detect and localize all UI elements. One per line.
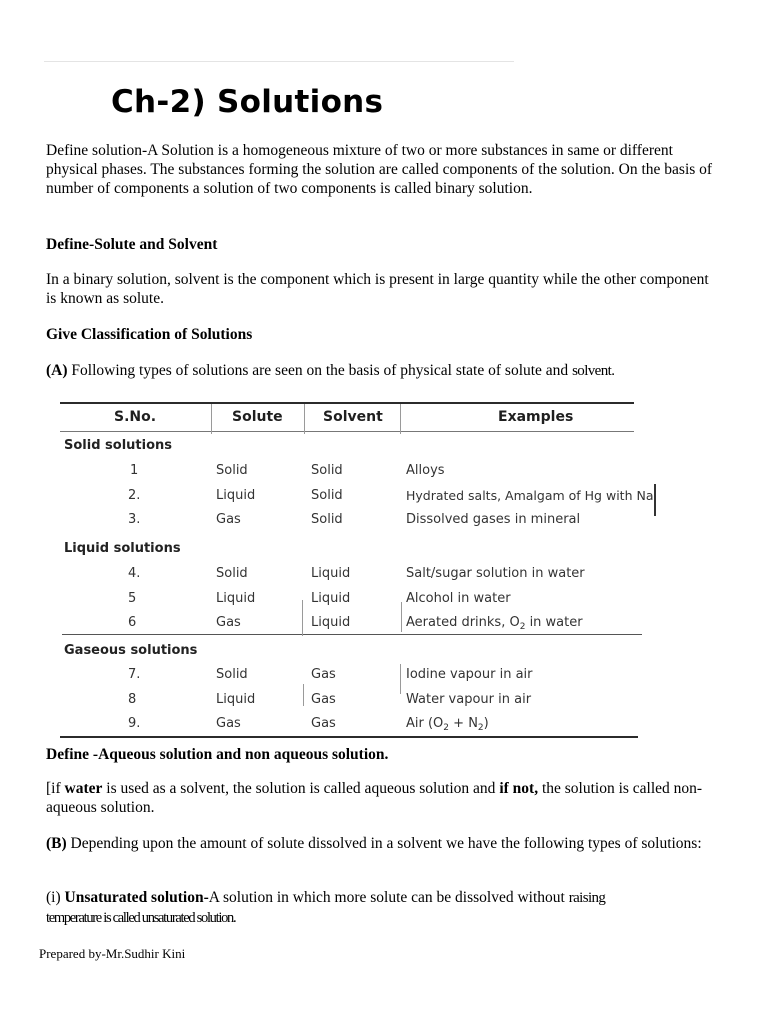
- cell-solute: Gas: [216, 512, 241, 527]
- group-title: Solid solutions: [64, 438, 173, 453]
- header-solvent: Solvent: [323, 409, 383, 425]
- cell-example: Aerated drinks, $O_2$ in water: [406, 615, 583, 632]
- amount-classification: [46, 834, 718, 853]
- header-sno: S.No.: [114, 409, 157, 425]
- table-vline-1: [211, 404, 212, 434]
- cell-sno: 1: [130, 463, 139, 478]
- cell-solvent: Solid: [311, 512, 343, 527]
- aqueous-bold-if-not: if not,: [499, 780, 539, 797]
- cell-solute: Gas: [216, 716, 241, 731]
- group-title: Liquid solutions: [64, 541, 181, 556]
- classification-heading: Give Classification of Solutions: [46, 326, 253, 343]
- solution-label: Define solution-: [46, 142, 148, 159]
- table-vline-4: [302, 600, 303, 636]
- page-title: Ch-2) Solutions: [111, 84, 384, 120]
- table-vline-2: [304, 404, 305, 434]
- footer-author: Prepared by-Mr.Sudhir Kini: [39, 946, 186, 961]
- table-vline-3: [400, 404, 401, 434]
- cell-example: Air $(O_2 + N_2)$: [406, 716, 489, 733]
- unsaturated-definition: (i) Unsaturated solution-A solution in which more solute can be dissolved without raising temperature is called unsaturated solution.: [46, 889, 606, 926]
- table-vline-6: [400, 664, 401, 694]
- solute-solvent-text: In a binary solution, solvent is the component which is present in large quantity while the other component is known as solute.: [46, 271, 709, 307]
- aqueous-text: [if water is used as a solvent, the solution is called aqueous solution and if not, the solution is called non-aqueous solution.: [46, 780, 703, 816]
- table-top-rule: [60, 402, 634, 404]
- cell-solvent: Solid: [311, 463, 343, 478]
- classification-a-label: (A): [46, 362, 68, 379]
- cell-example: Alloys: [406, 463, 445, 478]
- classification-a-text: Following types of solutions are seen on the basis of physical state of solute and: [71, 362, 569, 379]
- aqueous-heading: Define -Aqueous solution and non aqueous solution.: [46, 746, 389, 763]
- solutions-table: [58, 400, 658, 742]
- amount-text: Depending upon the amount of solute dissolved in a solvent we have the following types of solutions:: [70, 835, 702, 852]
- cell-solvent: Liquid: [311, 591, 351, 606]
- cell-solute: Liquid: [216, 488, 256, 503]
- classification-a: [46, 361, 718, 381]
- solution-definition: [46, 141, 718, 198]
- table-vline-7: [303, 684, 304, 706]
- header-examples: Examples: [498, 409, 574, 425]
- cell-example: Hydrated salts, Amalgam of Hg with Na: [406, 488, 654, 503]
- cell-example: Iodine vapour in air: [406, 667, 533, 682]
- group-title: Gaseous solutions: [64, 643, 198, 658]
- header-solute: Solute: [232, 409, 283, 425]
- unsaturated-label: Unsaturated solution-: [64, 889, 209, 906]
- table-bottom-rule: [60, 736, 638, 738]
- cell-solvent: Liquid: [311, 615, 351, 630]
- cell-sno: 8: [128, 692, 137, 707]
- aqueous-bold-water: water: [64, 780, 103, 797]
- cell-solute: Liquid: [216, 591, 256, 606]
- cell-solvent: Gas: [311, 716, 336, 731]
- table-vline-8: [654, 484, 656, 516]
- table-header-rule: [60, 431, 634, 432]
- cell-sno: 5: [128, 591, 137, 606]
- cell-solute: Liquid: [216, 692, 256, 707]
- cell-example: Dissolved gases in mineral: [406, 512, 581, 527]
- cell-solute: Solid: [216, 463, 248, 478]
- cell-solvent: Liquid: [311, 566, 351, 581]
- cell-solvent: Gas: [311, 667, 336, 682]
- cell-sno: 7.: [128, 667, 141, 682]
- cell-solute: Gas: [216, 615, 241, 630]
- cell-example: Alcohol in water: [406, 591, 511, 606]
- cell-solvent: Gas: [311, 692, 336, 707]
- table-vline-5: [401, 602, 402, 632]
- unsaturated-text: A solution in which more solute can be dissolved without: [208, 889, 565, 906]
- cell-solute: Solid: [216, 566, 248, 581]
- solute-solvent-heading: Define-Solute and Solvent: [46, 236, 218, 253]
- cell-sno: 2.: [128, 488, 141, 503]
- solution-text: A Solution is a homogeneous mixture of two or more substances in same or different physical phases. The substances forming the solution are called components of the solution. On the basis of number of components a solution of two components is called binary solution.: [46, 142, 713, 197]
- classification-a-tail: solvent.: [572, 363, 615, 379]
- cell-sno: 4.: [128, 566, 141, 581]
- cell-solvent: Solid: [311, 488, 343, 503]
- cell-sno: 3.: [128, 512, 141, 527]
- cell-solute: Solid: [216, 667, 248, 682]
- table-group-rule: [62, 634, 642, 635]
- cell-example: Water vapour in air: [406, 692, 532, 707]
- cell-sno: 9.: [128, 716, 141, 731]
- cell-example: Salt/sugar solution in water: [406, 566, 585, 581]
- cell-sno: 6: [128, 615, 137, 630]
- top-rule: [44, 61, 514, 62]
- amount-label: (B): [46, 835, 67, 852]
